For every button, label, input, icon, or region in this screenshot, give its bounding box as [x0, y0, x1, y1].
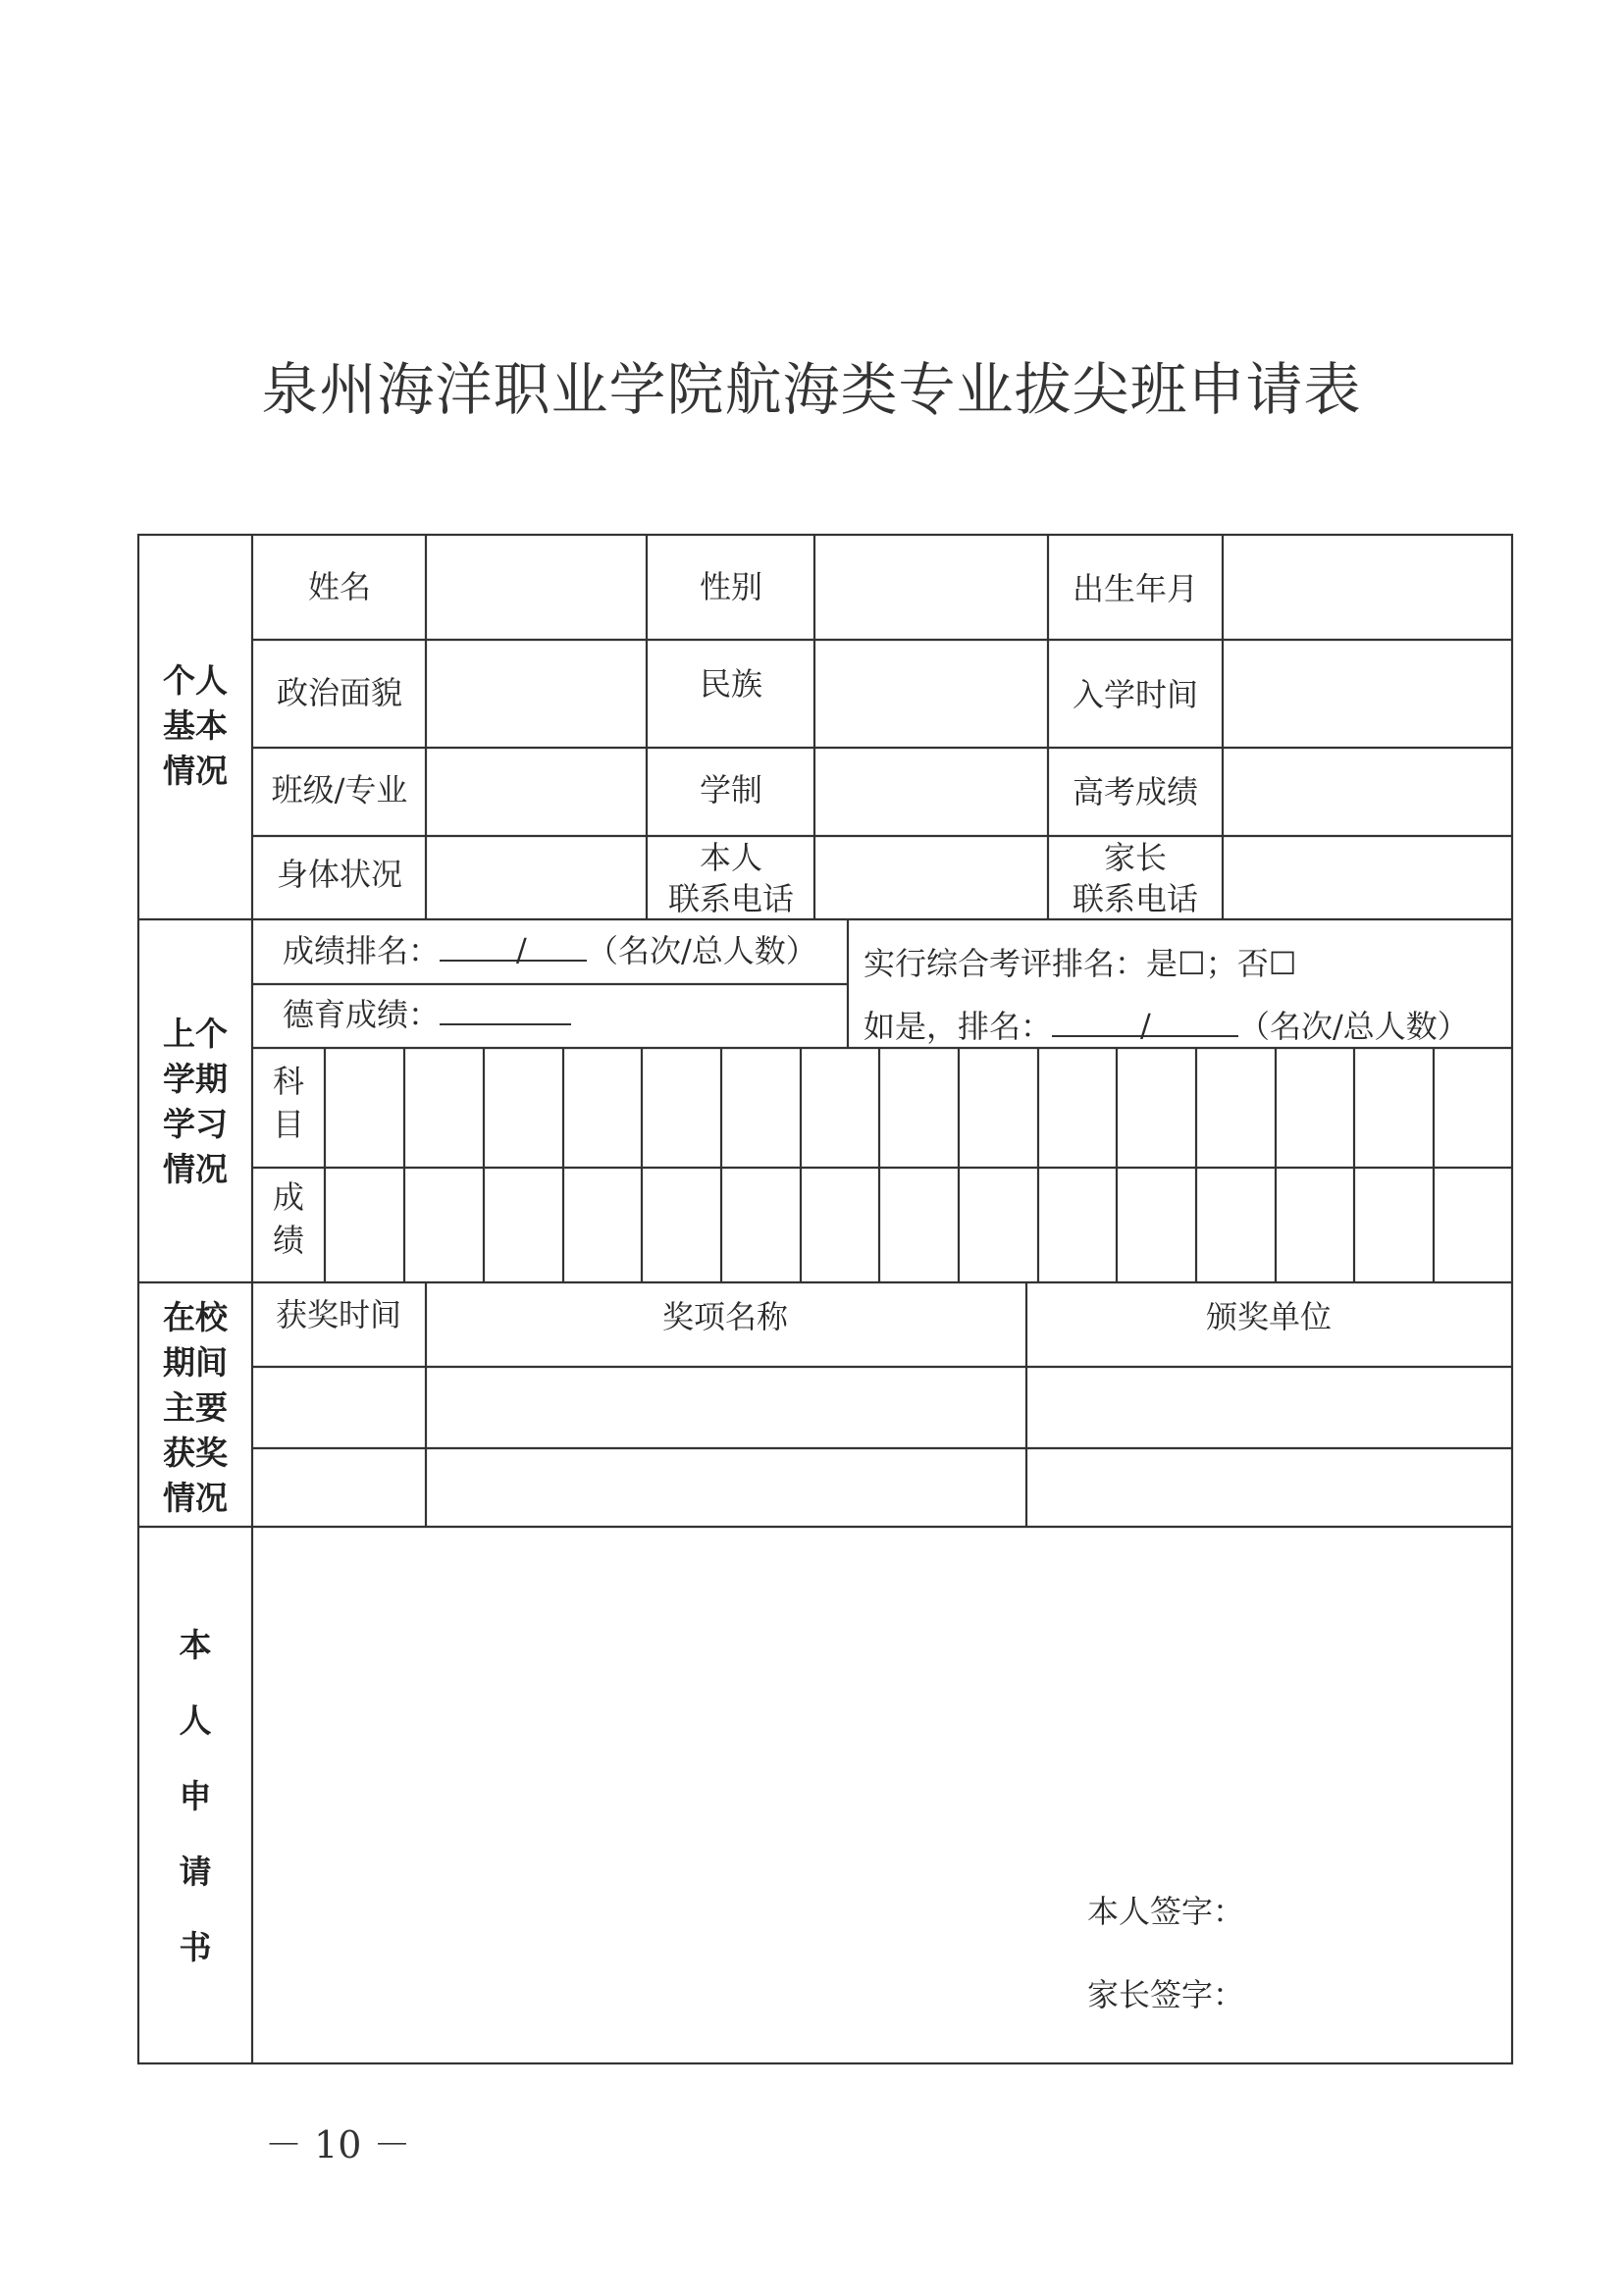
if-yes-slash: / — [1140, 1007, 1151, 1044]
section-awards-label: 在校 期间 主要 获奖 情况 — [163, 1298, 228, 1517]
rank-blank[interactable] — [440, 930, 587, 968]
parent-signature-label: 家长签字： — [1087, 1976, 1245, 2013]
section-last-semester-label: 上个 学期 学习 情况 — [163, 1015, 228, 1188]
award-name-header: 奖项名称 — [661, 1298, 789, 1335]
if-yes-blank[interactable] — [1052, 1006, 1238, 1044]
section-application-label: 本 人 申 请 书 — [179, 1626, 212, 1966]
enroll-label: 入学时间 — [1072, 676, 1199, 713]
comprehensive-label: 实行综合考评排名：是☐；否☐ — [864, 945, 1297, 982]
section-personal-info-label: 个人 基本 情况 — [163, 661, 228, 790]
subject-label: 科 目 — [272, 1063, 305, 1143]
class-major-label: 班级/专业 — [271, 771, 408, 809]
if-yes-note: （名次/总人数） — [1238, 1008, 1469, 1045]
parent-phone-label: 家长 联系电话 — [1072, 839, 1199, 917]
rank-label: 成绩排名： — [283, 932, 441, 969]
self-signature-label: 本人签字： — [1087, 1893, 1245, 1930]
health-label: 身体状况 — [276, 856, 403, 893]
birth-label: 出生年月 — [1072, 570, 1199, 607]
rank-note: （名次/总人数） — [587, 932, 817, 969]
self-phone-label: 本人 联系电话 — [667, 839, 795, 917]
gaokao-score-label: 高考成绩 — [1072, 773, 1199, 810]
politics-label: 政治面貌 — [276, 674, 403, 711]
rank-line — [283, 930, 817, 972]
moral-blank[interactable] — [440, 994, 571, 1025]
award-org-header: 颁奖单位 — [1205, 1298, 1333, 1335]
form-title: 泉州海洋职业学院航海类专业拔尖班申请表 — [261, 356, 1362, 423]
ethnicity-label: 民族 — [699, 665, 763, 703]
gender-label: 性别 — [699, 568, 763, 605]
page-number: － 10 － — [265, 2123, 411, 2166]
moral-line — [283, 994, 571, 1036]
award-time-header: 获奖时间 — [275, 1296, 402, 1333]
moral-label: 德育成绩： — [283, 996, 441, 1033]
school-system-label: 学制 — [699, 771, 763, 809]
rank-slash: / — [516, 931, 527, 968]
score-label: 成 绩 — [272, 1178, 305, 1259]
if-yes-line — [864, 1006, 1469, 1048]
if-yes-label: 如是，排名： — [864, 1008, 1053, 1045]
name-label: 姓名 — [307, 568, 372, 605]
